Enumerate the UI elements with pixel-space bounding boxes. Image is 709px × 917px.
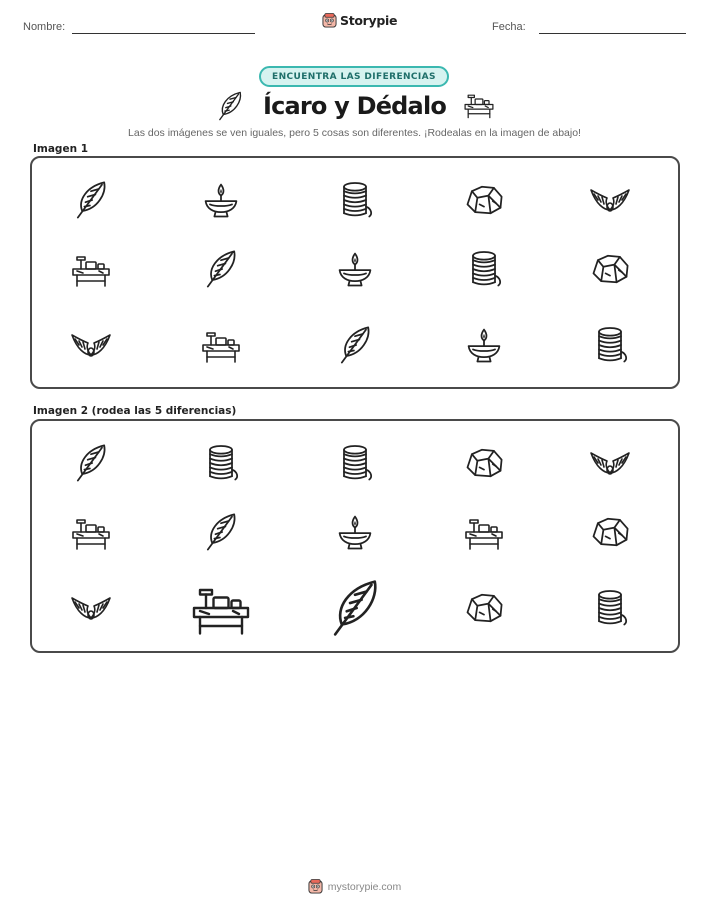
feather-icon[interactable] — [69, 441, 113, 485]
footer — [0, 879, 709, 894]
footer-url: mystorypie.com — [327, 880, 402, 893]
activity-badge: ENCUENTRA LAS DIFERENCIAS — [259, 66, 449, 87]
workbench-icon — [462, 89, 496, 123]
oil-lamp-icon — [199, 178, 243, 222]
wings-icon[interactable] — [69, 586, 113, 630]
image-1-panel — [30, 156, 680, 389]
workbench-icon — [69, 247, 113, 291]
rope-coil-icon — [588, 323, 632, 367]
rock-icon[interactable] — [462, 586, 506, 630]
name-field[interactable] — [72, 33, 255, 34]
workbench-icon[interactable] — [69, 510, 113, 554]
rope-coil-icon — [462, 247, 506, 291]
name-label: Nombre: — [23, 21, 66, 33]
oil-lamp-icon[interactable] — [333, 510, 377, 554]
feather-icon — [333, 323, 377, 367]
workbench-icon[interactable] — [188, 575, 254, 641]
feather-icon — [199, 247, 243, 291]
wings-icon — [588, 178, 632, 222]
date-label: Fecha: — [492, 21, 526, 33]
brand — [322, 13, 397, 28]
storypie-logo-icon — [322, 13, 337, 28]
workbench-icon[interactable] — [462, 510, 506, 554]
wings-icon[interactable] — [588, 441, 632, 485]
oil-lamp-icon — [462, 323, 506, 367]
wings-icon — [69, 323, 113, 367]
rock-icon[interactable] — [462, 441, 506, 485]
panel2-label: Imagen 2 (rodea las 5 diferencias) — [33, 405, 237, 417]
rope-coil-icon[interactable] — [588, 586, 632, 630]
rock-icon — [462, 178, 506, 222]
panel1-label: Imagen 1 — [33, 143, 89, 155]
feather-icon — [213, 89, 247, 123]
feather-icon[interactable] — [322, 575, 388, 641]
rope-coil-icon[interactable] — [333, 441, 377, 485]
brand-name: Storypie — [340, 13, 398, 28]
title-row — [0, 89, 709, 123]
rope-coil-icon[interactable] — [199, 441, 243, 485]
feather-icon — [69, 178, 113, 222]
date-field[interactable] — [539, 33, 686, 34]
oil-lamp-icon — [333, 247, 377, 291]
rock-icon — [588, 247, 632, 291]
workbench-icon — [199, 323, 243, 367]
storypie-logo-icon — [308, 879, 323, 894]
rope-coil-icon — [333, 178, 377, 222]
image-2-panel[interactable] — [30, 419, 680, 653]
feather-icon[interactable] — [199, 510, 243, 554]
page-title: Ícaro y Dédalo — [262, 92, 447, 120]
rock-icon[interactable] — [588, 510, 632, 554]
instructions: Las dos imágenes se ven iguales, pero 5 cosas son diferentes. ¡Rodealas en la imagen de abajo! — [128, 127, 581, 139]
